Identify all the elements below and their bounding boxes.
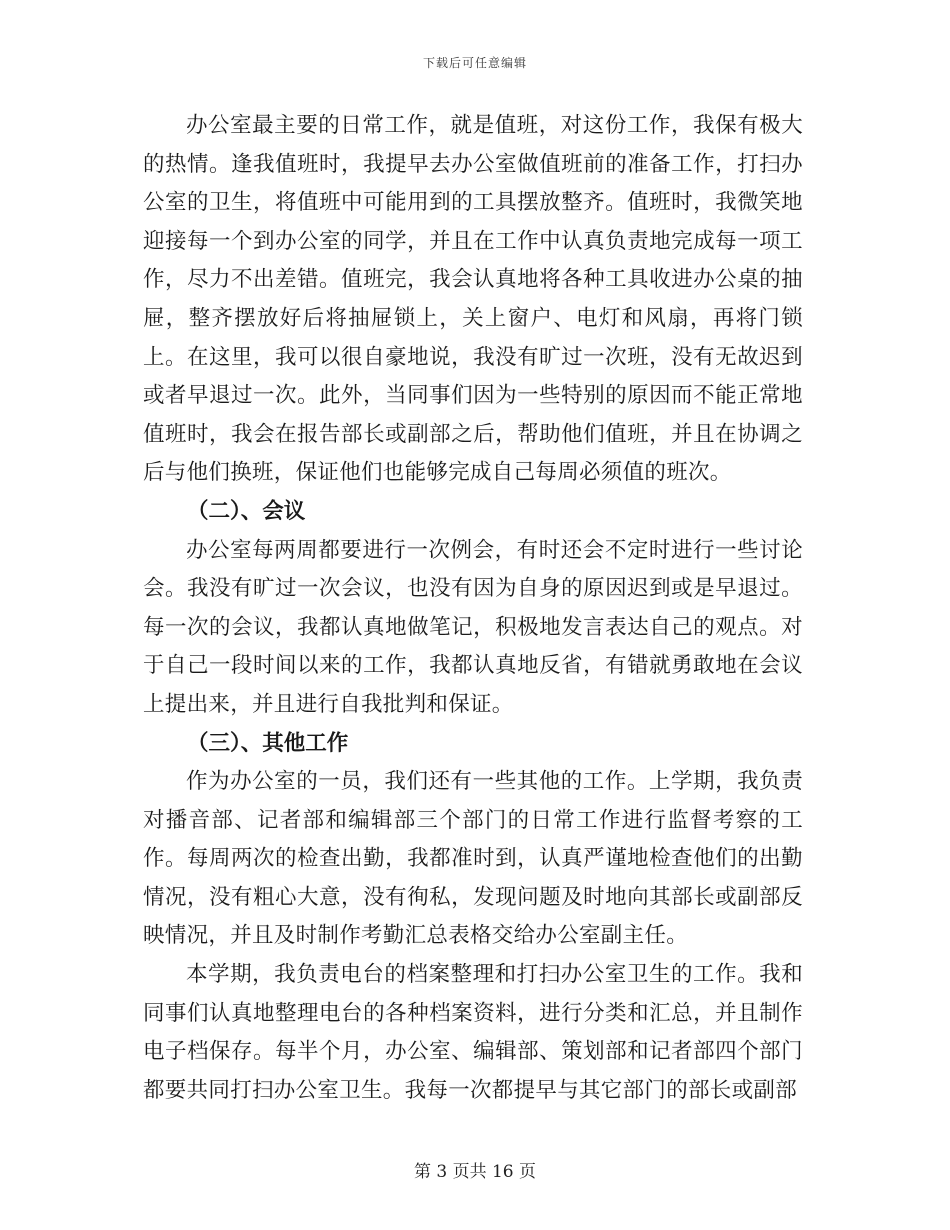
paragraph-other-work: 作为办公室的一员，我们还有一些其他的工作。上学期，我负责对播音部、记者部和编辑部三个部门的日常工作进行监督考察的工作。每周两次的检查出勤，我都准时到，认真严谨地检查他们的出勤情况，没有粗心大意，没有徇私，发现问题及时地向其部长或副部反映情况，并且及时制作考勤汇总表格交给办公室副主任。 — [143, 769, 803, 949]
paragraph-archive: 本学期，我负责电台的档案整理和打扫办公室卫生的工作。我和同事们认真地整理电台的各种档案资料，进行分类和汇总，并且制作电子档保存。每半个月，办公室、编辑部、策划部和记者部四个部门都要共同打扫办公室卫生。我每一次都提早与其它部门的部长或副部 — [143, 962, 803, 1103]
paragraph-meeting: 办公室每两周都要进行一次例会，有时还会不定时进行一些讨论会。我没有旷过一次会议，也没有因为自身的原因迟到或是早退过。每一次的会议，我都认真地做笔记，积极地发言表达自己的观点。对于自己一段时间以来的工作，我都认真地反省，有错就勇敢地在会议上提出来，并且进行自我批判和保证。 — [143, 537, 803, 717]
paragraph-duty: 办公室最主要的日常工作，就是值班，对这份工作，我保有极大的热情。逢我值班时，我提早去办公室做值班前的准备工作，打扫办公室的卫生，将值班中可能用到的工具摆放整齐。值班时，我微笑地迎接每一个到办公室的同学，并且在工作中认真负责地完成每一项工作，尽力不出差错。值班完，我会认真地将各种工具收进办公桌的抽屉，整齐摆放好后将抽屉锁上，关上窗户、电灯和风扇，再将门锁上。在这里，我可以很自豪地说，我没有旷过一次班，没有无故迟到或者早退过一次。此外，当同事们因为一些特别的原因而不能正常地值班时，我会在报告部长或副部之后，帮助他们值班，并且在协调之后与他们换班，保证他们也能够完成自己每周必须值的班次。 — [143, 113, 803, 486]
document-body — [143, 107, 803, 1110]
page-header-note: 下载后可任意编辑 — [422, 56, 527, 70]
section-heading-other-work: （三）、其他工作 — [187, 730, 349, 756]
page-footer-number: 第 3 页共 16 页 — [413, 1162, 537, 1182]
section-heading-meeting: （二）、会议 — [187, 498, 306, 524]
